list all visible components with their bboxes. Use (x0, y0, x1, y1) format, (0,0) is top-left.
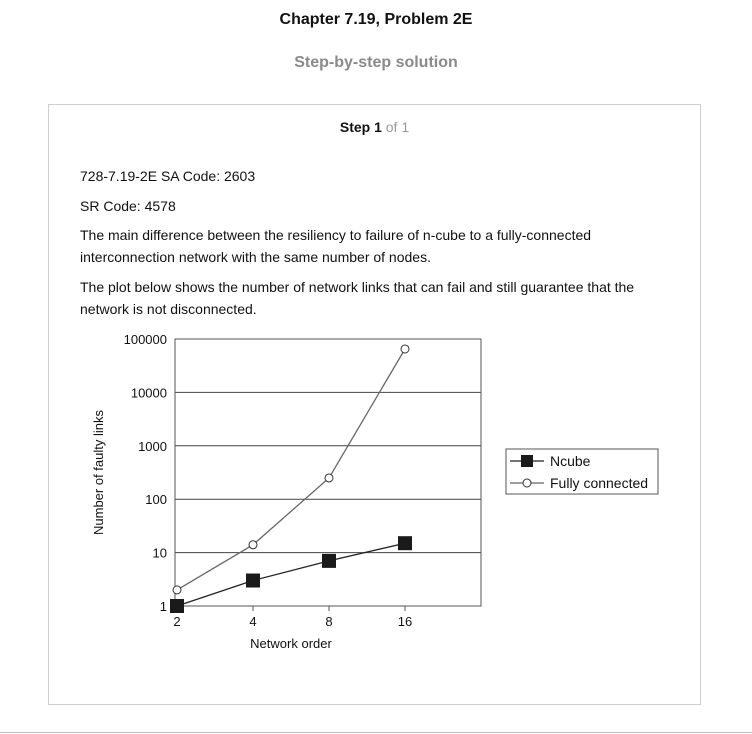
sa-code-line: 728-7.19-2E SA Code: 2603 (80, 168, 256, 184)
x-tick-label: 2 (173, 614, 181, 629)
legend-marker-square (521, 455, 533, 467)
x-axis-label: Network order (250, 636, 332, 651)
legend-label: Ncube (550, 453, 591, 469)
page-bottom-border (0, 732, 752, 733)
ncube-point (398, 536, 412, 550)
legend-label: Fully connected (550, 475, 649, 491)
solution-card (48, 104, 701, 705)
y-tick-label: 10000 (130, 385, 167, 401)
x-tick-label: 8 (325, 614, 333, 629)
step-label: Step 1 (339, 119, 382, 135)
paragraph-difference: The main difference between the resiliency to failure of n-cube to a fully-connected interconnection network with the same number of nodes. (80, 227, 592, 265)
fully-connected-point (401, 345, 409, 353)
legend-marker-circle (523, 479, 531, 487)
chart-legend (506, 449, 658, 494)
y-tick-label: 1000 (138, 438, 167, 454)
x-tick-label: 16 (397, 614, 413, 629)
y-axis-label: Number of faulty links (91, 410, 106, 535)
y-tick-label: 10 (152, 545, 167, 561)
ncube-point (322, 554, 336, 568)
fully-connected-point (325, 474, 333, 482)
x-axis-ticks (173, 606, 412, 629)
series-line-fully-connected (177, 349, 405, 590)
y-tick-label: 100 (145, 492, 167, 508)
y-axis-ticks (124, 332, 167, 614)
x-tick-label: 4 (249, 614, 257, 629)
y-tick-label: 1 (159, 599, 167, 614)
paragraph-plot-description: The plot below shows the number of network links that can fail and still guarantee that the network is not disconnected. (80, 279, 635, 317)
fully-connected-point (249, 541, 257, 549)
ncube-point (170, 599, 184, 613)
page-title: Chapter 7.19, Problem 2E (279, 11, 473, 28)
page-subtitle: Step-by-step solution (294, 54, 458, 71)
chart-series (170, 345, 412, 613)
y-tick-label: 100000 (123, 332, 167, 347)
faulty-links-chart (77, 325, 667, 665)
sr-code-line: SR Code: 4578 (80, 198, 176, 214)
step-of-text: of 1 (385, 119, 410, 135)
step-indicator (49, 119, 700, 135)
fully-connected-point (173, 586, 181, 594)
chart-gridlines (175, 392, 481, 552)
ncube-point (246, 574, 260, 588)
